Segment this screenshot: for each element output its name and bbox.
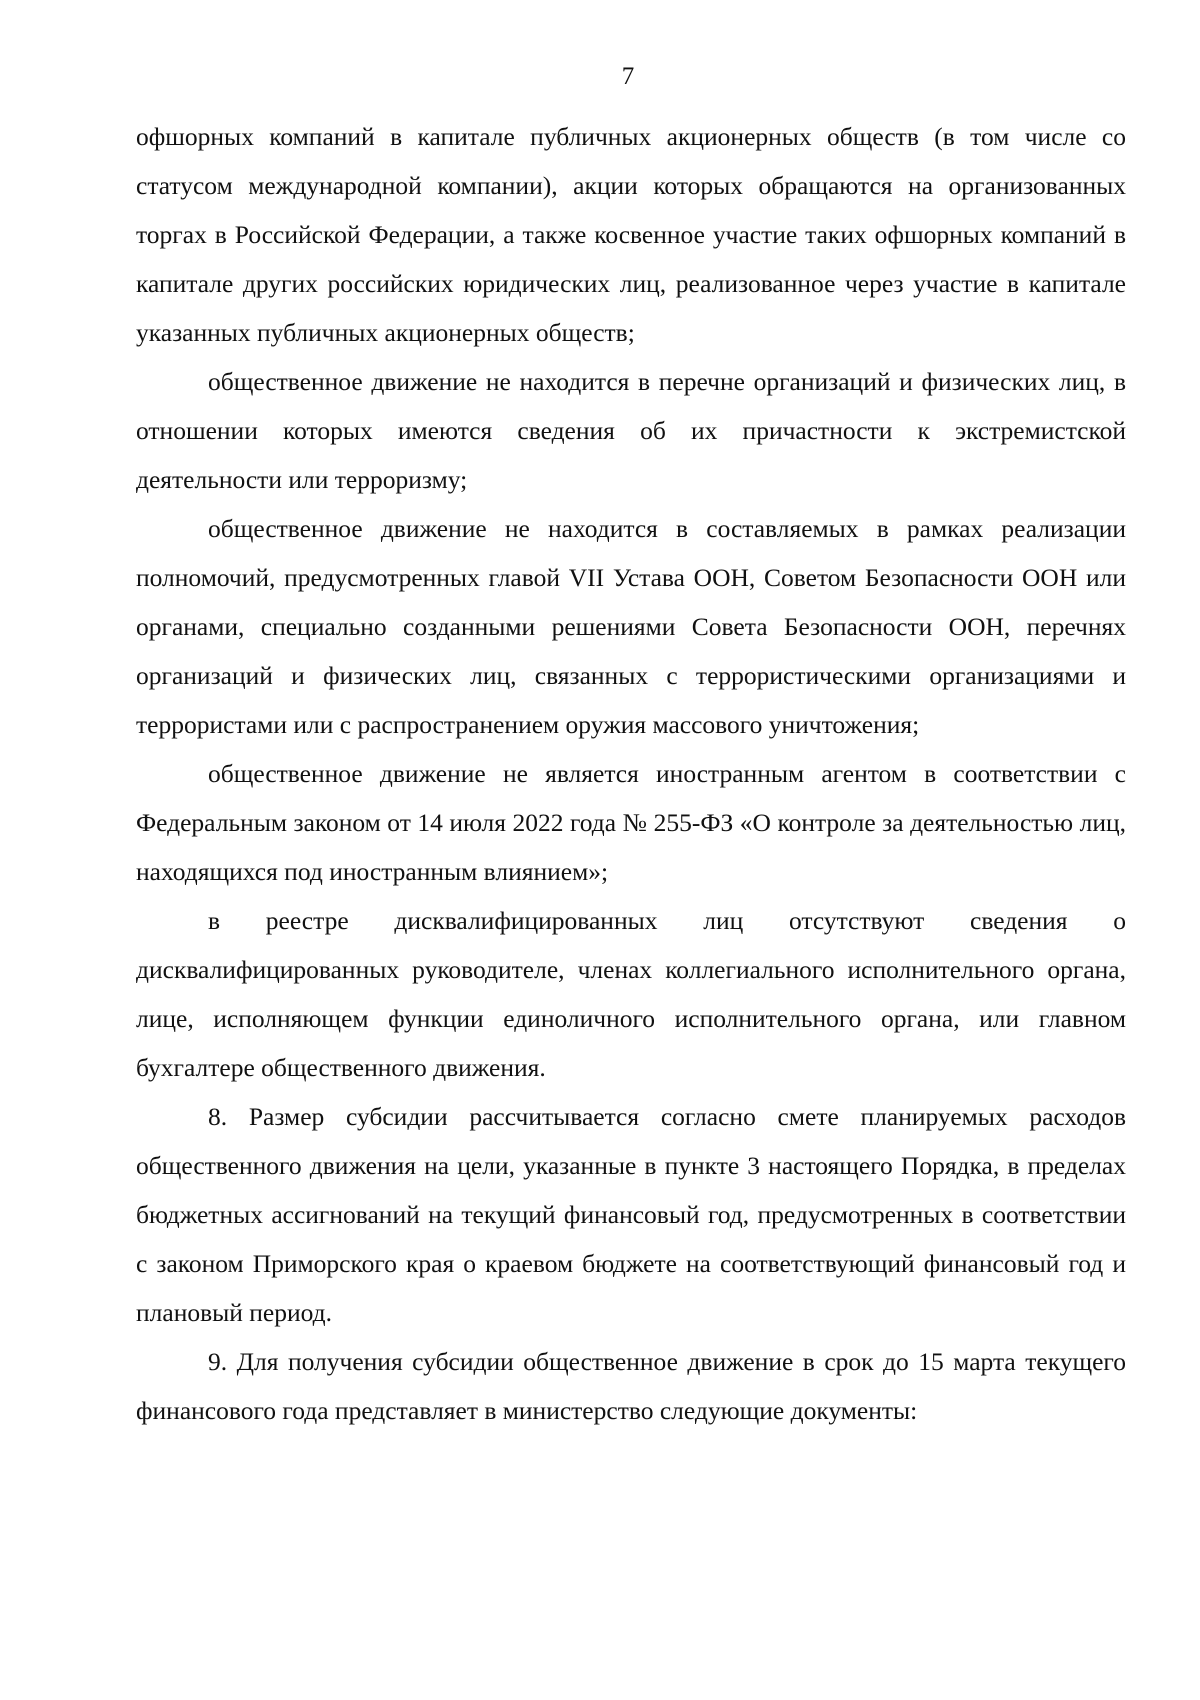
paragraph-foreign-agent: общественное движение не является иностранным агентом в соответствии с Федеральным законом от 14 июля 2022 года № 255-ФЗ «О контроле за деятельностью лиц, находящихся под иностранным влиянием»; (136, 759, 1126, 886)
paragraph-clause-8: 8. Размер субсидии рассчитывается согласно смете планируемых расходов общественного движения на цели, указанные в пункте 3 настоящего Порядка, в пределах бюджетных ассигнований на текущий финансовый год, предусмотренных в соответствии с законом Приморского края о краевом бюджете на соответствующий финансовый год и плановый период. (136, 1102, 1126, 1327)
page-number: 7 (621, 63, 635, 90)
paragraph-clause-9: 9. Для получения субсидии общественное движение в срок до 15 марта текущего финансового года представляет в министерство следующие документы: (136, 1347, 1126, 1425)
paragraph-continuation-offshore: офшорных компаний в капитале публичных акционерных обществ (в том числе со статусом международной компании), акции которых обращаются на организованных торгах в Российской Федерации, а также косвенное участие таких офшорных компаний в капитале других российских юридических лиц, реализованное через участие в капитале указанных публичных акционерных обществ; (136, 122, 1126, 347)
paragraph-un-security-council-lists: общественное движение не находится в составляемых в рамках реализации полномочий, предусмотренных главой VII Устава ООН, Советом Безопасности ООН или органами, специально созданными решениями Совета Безопасности ООН, перечнях организаций и физических лиц, связанных с террористическими организациями и террористами или с распространением оружия массового уничтожения; (136, 514, 1126, 739)
paragraph-disqualified-persons: в реестре дисквалифицированных лиц отсутствуют сведения о дисквалифицированных руководителе, членах коллегиального исполнительного органа, лице, исполняющем функции единоличного исполнительного органа, или главном бухгалтере общественного движения. (136, 906, 1126, 1082)
document-body (136, 112, 1126, 1435)
paragraph-extremism-list: общественное движение не находится в перечне организаций и физических лиц, в отношении которых имеются сведения об их причастности к экстремистской деятельности или терроризму; (136, 367, 1126, 494)
